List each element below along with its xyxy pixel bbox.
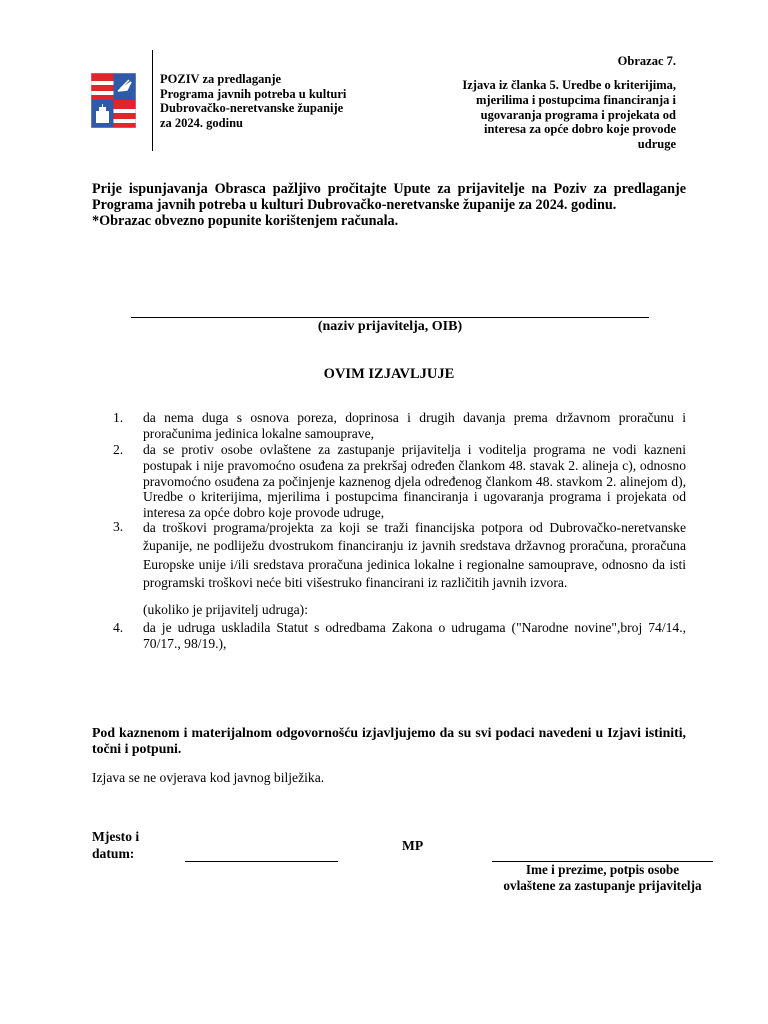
place-date-label-line: Mjesto i [92,829,140,844]
item-text: da nema duga s osnova poreza, doprinosa i drugih davanja prema državnom proračunu i proračunima jedinica lokalne samouprave, [143,410,686,441]
liability-statement: Pod kaznenom i materijalnom odgovornošću izjavljujemo da su svi podaci navedeni u Izjavi istiniti, točni i potpuni. [92,725,686,757]
intro-note: *Obrazac obvezno popunite korištenjem računala. [92,213,399,229]
form-description-line: ugovaranja programa i projekata od [480,107,676,122]
association-condition-note: (ukoliko je prijavitelj udruga): [143,602,308,617]
item-text: da je udruga uskladila Statut s odredbama Zakona o udrugama ("Narodne novine",broj 74/14., 70/17., 98/19.), [143,620,686,651]
intro-instructions: Prije ispunjavanja Obrasca pažljivo pročitajte Upute za prijavitelje na Poziv za predlaganje Programa javnih potreba u kulturi Dubrovačko-neretvanske županije za 2024. godinu. [92,181,686,214]
crest-stripe [91,81,114,85]
signature-label-line: Ime i prezime, potpis osobe [525,862,680,877]
call-title-line: za 2024. godinu [160,115,244,130]
item-text: da troškovi programa/projekta za koji se traži financijska potpora od Dubrovačko-neretvanske županije, ne podliježu dvostrukom financiranju iz javnih sredstava državnog proračuna, proračuna Europske unije i/ili sredstava proračuna jedinica lokalne i regionalne samouprave, odnosno da isti programski troškovi neće biti višestruko financirani iz različitih javnih izvora. [143,520,686,591]
item-number: 2. [113,442,124,457]
signature-label [480,862,725,894]
declaration-title: OVIM IZJAVLJUJE [323,366,455,382]
item-number: 1. [113,410,124,425]
form-number: Obrazac 7. [617,54,676,68]
form-description-line: interesa za opće dobro koje provode [483,122,676,137]
form-description-line: Izjava iz članka 5. Uredbe o kriterijima, [462,78,676,92]
form-description-line: udruge [637,137,676,152]
item-number: 3. [113,519,124,534]
crest-stripe [91,91,114,95]
call-title-line: POZIV za predlaganje [160,72,282,86]
applicant-name-field[interactable] [131,317,649,318]
signature-label-line: ovlaštene za zastupanje prijavitelja [503,878,702,893]
crest-stripe [114,119,137,123]
item-text: da se protiv osobe ovlaštene za zastupanje prijavitelja i voditelja programa ne vodi kazneni postupak i nije pravomoćno osuđena za prekršaj određen člankom 48. stavak 2. alineja c), odnosno pravomoćno osuđena za počinjenje kaznenog djela određenog člankom 48. stavkom 2. alinejom d), Uredbe o kriterijima, mjerilima i postupcima financiranja i ugovaranja programa i projekata od interesa za opće dobro koje provode udruge, [143,442,686,521]
place-date-label [92,829,139,862]
call-title-line: Programa javnih potreba u kulturi [160,86,347,101]
notary-note: Izjava se ne ovjerava kod javnog bilježika. [92,770,325,785]
call-title [160,72,370,130]
place-date-label-line: datum: [92,845,135,861]
crest-stripe [114,109,137,113]
seal-label: MP [402,838,424,853]
header-divider [152,50,153,151]
county-crest-logo [91,73,136,128]
form-description-line: mjerilima i postupcima financiranja i [476,92,676,107]
form-description [430,78,676,152]
call-title-line: Dubrovačko-neretvanske županije [160,101,344,115]
place-date-field[interactable] [185,861,338,862]
item-number: 4. [113,620,124,635]
applicant-field-label: (naziv prijavitelja, OIB) [317,319,463,334]
